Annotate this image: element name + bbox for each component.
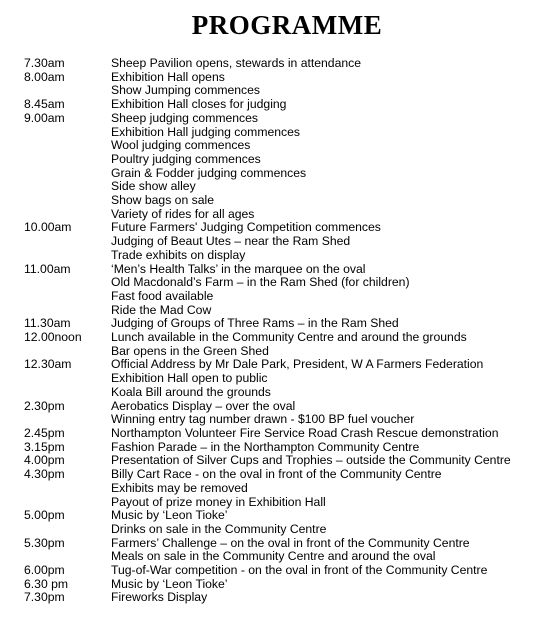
schedule-time [24,84,111,98]
schedule-time [24,304,111,318]
schedule-row [24,496,550,510]
schedule-time: 12.30am [24,357,72,372]
schedule-event: Lunch available in the Community Centre and around the grounds [111,330,467,345]
schedule-event: Judging of Beaut Utes – near the Ram Shed [111,234,351,249]
schedule-row [24,386,550,400]
schedule-time [24,235,111,249]
schedule-event: Winning entry tag number drawn - $100 BP fuel voucher [111,412,415,427]
schedule-time [24,153,111,167]
schedule-time: 6.00pm [24,563,65,578]
schedule-row [24,126,550,140]
schedule-row [24,139,550,153]
schedule-row [24,304,550,318]
schedule-row [24,71,550,85]
schedule-event: Poultry judging commences [111,151,261,166]
schedule-row [24,84,550,98]
schedule-time [24,276,111,290]
schedule-time [24,523,111,537]
schedule-time: 11.00am [24,261,71,276]
schedule-event: Judging of Groups of Three Rams – in the Ram Shed [111,316,399,331]
schedule-event: Music by ‘Leon Tioke’ [111,576,228,591]
schedule-event: Meals on sale in the Community Centre and around the oval [111,549,436,564]
programme-schedule [24,57,550,605]
schedule-time: 11.30am [24,316,71,331]
schedule-row [24,276,550,290]
schedule-row [24,454,550,468]
schedule-row [24,441,550,455]
schedule-time [24,139,111,153]
schedule-time [24,249,111,263]
schedule-event: Farmers’ Challenge – on the oval in front of the Community Centre [111,535,470,550]
schedule-row [24,263,550,277]
schedule-row [24,249,550,263]
schedule-row [24,98,550,112]
schedule-event: Show Jumping commences [111,83,261,98]
schedule-event: Exhibition Hall opens [111,69,225,84]
schedule-event: Payout of prize money in Exhibition Hall [111,494,326,509]
schedule-row [24,221,550,235]
schedule-event: Show bags on sale [111,193,214,208]
schedule-time [24,167,111,181]
schedule-row [24,591,550,605]
schedule-event: Fireworks Display [111,590,208,605]
schedule-row [24,358,550,372]
schedule-event: Exhibits may be removed [111,480,248,495]
schedule-row [24,345,550,359]
schedule-event: Koala Bill around the grounds [111,384,271,399]
schedule-time [24,413,111,427]
schedule-event: Billy Cart Race - on the oval in front of the Community Centre [111,467,442,482]
schedule-event: Future Farmers' Judging Competition commences [111,220,381,235]
schedule-time [24,482,111,496]
schedule-row [24,482,550,496]
schedule-event: Northampton Volunteer Fire Service Road Crash Rescue demonstration [111,425,499,440]
schedule-time [24,550,111,564]
schedule-time: 4.30pm [24,467,65,482]
schedule-event: Exhibition Hall judging commences [111,124,301,139]
schedule-row [24,153,550,167]
schedule-row [24,468,550,482]
schedule-time: 2.45pm [24,425,65,440]
schedule-event: Official Address by Mr Dale Park, President, W A Farmers Federation [111,357,484,372]
schedule-time: 9.00am [24,110,65,125]
schedule-time [24,194,111,208]
schedule-event: Music by ‘Leon Tioke’ [111,508,228,523]
schedule-time [24,386,111,400]
page-title: PROGRAMME [191,10,383,40]
schedule-event: ‘Men’s Health Talks’ in the marquee on the oval [111,261,366,276]
schedule-time: 4.00pm [24,453,65,468]
schedule-row [24,317,550,331]
schedule-event: Presentation of Silver Cups and Trophies – outside the Community Centre [111,453,511,468]
schedule-row [24,427,550,441]
schedule-event: Old Macdonald’s Farm – in the Ram Shed (for children) [111,275,410,290]
schedule-time [24,180,111,194]
schedule-row [24,550,550,564]
schedule-row [24,372,550,386]
schedule-row [24,112,550,126]
schedule-event: Exhibition Hall open to public [111,371,268,386]
schedule-time [24,496,111,510]
schedule-row [24,578,550,592]
schedule-event: Fast food available [111,288,214,303]
schedule-time [24,126,111,140]
schedule-row [24,523,550,537]
schedule-row [24,400,550,414]
schedule-row [24,235,550,249]
schedule-event: Sheep Pavilion opens, stewards in attendance [111,56,362,70]
schedule-time [24,208,111,222]
schedule-time: 5.00pm [24,508,65,523]
schedule-event: Grain & Fodder judging commences [111,165,307,180]
schedule-row [24,57,550,71]
schedule-time: 2.30pm [24,398,65,413]
schedule-event: Side show alley [111,179,196,194]
schedule-row [24,167,550,181]
schedule-time: 7.30pm [24,590,65,605]
schedule-event: Aerobatics Display – over the oval [111,398,296,413]
schedule-row [24,413,550,427]
schedule-row [24,194,550,208]
schedule-row [24,208,550,222]
schedule-time [24,345,111,359]
schedule-row [24,537,550,551]
schedule-event: Ride the Mad Cow [111,302,212,317]
schedule-event: Tug-of-War competition - on the oval in front of the Community Centre [111,563,488,578]
schedule-time [24,290,111,304]
schedule-event: Exhibition Hall closes for judging [111,97,287,112]
schedule-row [24,290,550,304]
schedule-event: Trade exhibits on display [111,247,246,262]
schedule-row [24,564,550,578]
schedule-row [24,331,550,345]
schedule-row [24,180,550,194]
schedule-time: 12.00noon [24,330,82,345]
schedule-time: 7.30am [24,56,65,70]
schedule-event: Drinks on sale in the Community Centre [111,521,327,536]
schedule-time [24,372,111,386]
schedule-event: Wool judging commences [111,138,251,153]
schedule-row [24,509,550,523]
schedule-time: 10.00am [24,220,72,235]
schedule-event: Variety of rides for all ages [111,206,255,221]
schedule-time: 6.30 pm [24,576,69,591]
schedule-event: Fashion Parade – in the Northampton Community Centre [111,439,420,454]
schedule-event: Bar opens in the Green Shed [111,343,269,358]
schedule-time: 8.45am [24,97,65,112]
schedule-time: 8.00am [24,69,65,84]
schedule-time: 5.30pm [24,535,65,550]
schedule-time: 3.15pm [24,439,65,454]
schedule-event: Sheep judging commences [111,110,259,125]
